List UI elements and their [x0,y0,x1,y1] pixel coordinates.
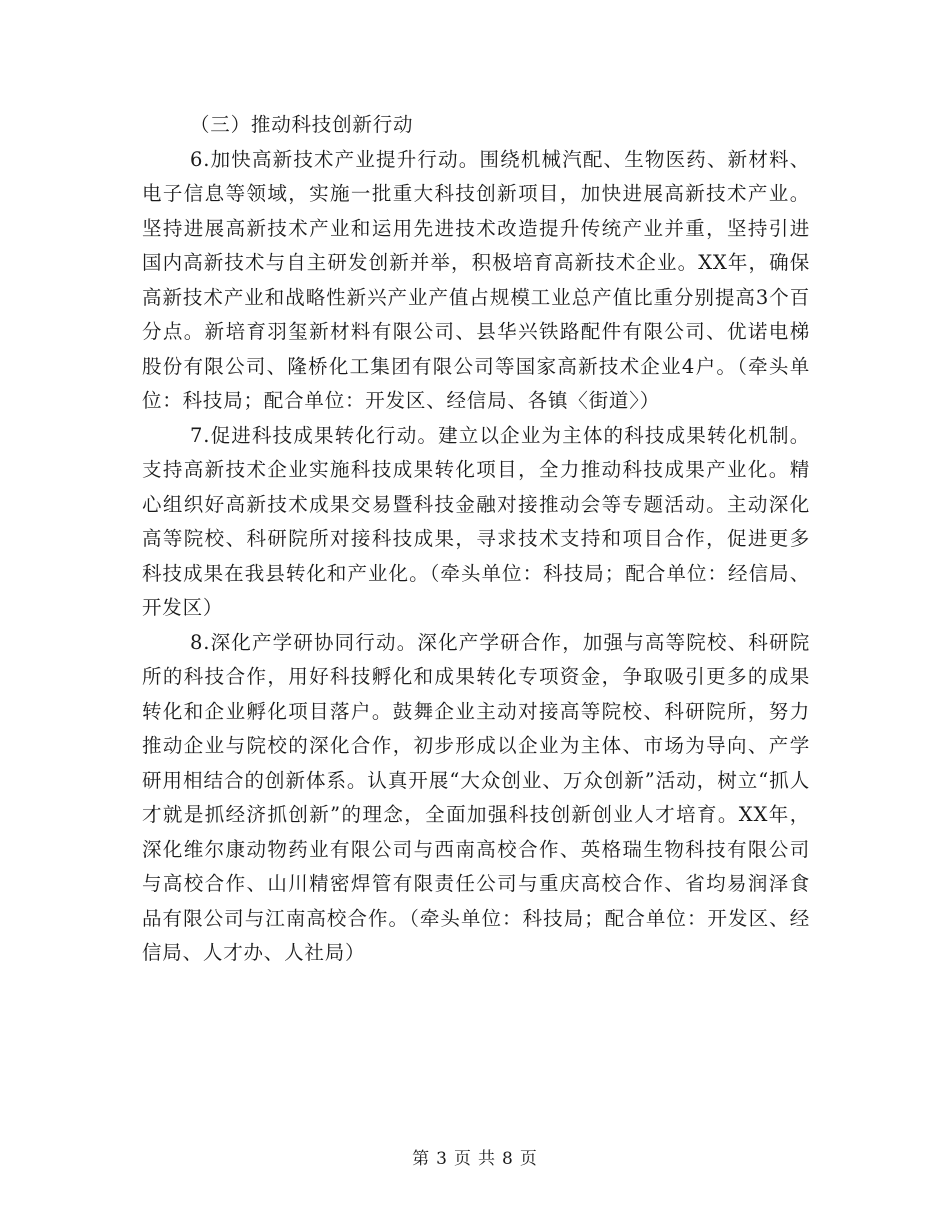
document-body [142,108,810,971]
footer-suffix: 页 [519,1149,538,1169]
page-footer [0,1144,950,1169]
paragraph-6: 6.加快高新技术产业提升行动。围绕机械汽配、生物医药、新材料、电子信息等领域，实施一批重大科技创新项目，加快进展高新技术产业。坚持进展高新技术产业和运用先进技术改造提升传统产业并重，坚持引进国内高新技术与自主研发创新并举，积极培育高新技术企业。XX年，确保高新技术产业和战略性新兴产业产值占规模工业总产值比重分别提高3个百分点。新培育羽玺新材料有限公司、县华兴铁路配件有限公司、优诺电梯股份有限公司、隆桥化工集团有限公司等国家高新技术企业4户。（牵头单位：科技局；配合单位：开发区、经信局、各镇〈街道〉） [142,147,810,412]
footer-prefix: 第 [412,1149,431,1169]
footer-current-page: 3 [436,1149,448,1169]
paragraph-8: 8.深化产学研协同行动。深化产学研合作，加强与高等院校、科研院所的科技合作，用好科技孵化和成果转化专项资金，争取吸引更多的成果转化和企业孵化项目落户。鼓舞企业主动对接高等院校、科研院所，努力推动企业与院校的深化合作，初步形成以企业为主体、市场为导向、产学研用相结合的创新体系。认真开展“大众创业、万众创新”活动，树立“抓人才就是抓经济抓创新”的理念，全面加强科技创新创业人才培育。XX年，深化维尔康动物药业有限公司与西南高校合作、英格瑞生物科技有限公司与高校合作、山川精密焊管有限责任公司与重庆高校合作、省均易润泽食品有限公司与江南高校合作。（牵头单位：科技局；配合单位：开发区、经信局、人才办、人社局） [142,630,810,964]
footer-page-word: 页 [454,1149,472,1169]
paragraph-7: 7.促进科技成果转化行动。建立以企业为主体的科技成果转化机制。支持高新技术企业实施科技成果转化项目，全力推动科技成果产业化。精心组织好高新技术成果交易暨科技金融对接推动会等专题活动。主动深化高等院校、科研院所对接科技成果，寻求技术支持和项目合作，促进更多科技成果在我县转化和产业化。（牵头单位：科技局；配合单位：经信局、开发区） [142,423,810,619]
section-heading: （三）推动科技创新行动 [190,113,414,136]
footer-total-pages: 8 [502,1149,514,1169]
footer-total-word: 共 [478,1149,496,1169]
